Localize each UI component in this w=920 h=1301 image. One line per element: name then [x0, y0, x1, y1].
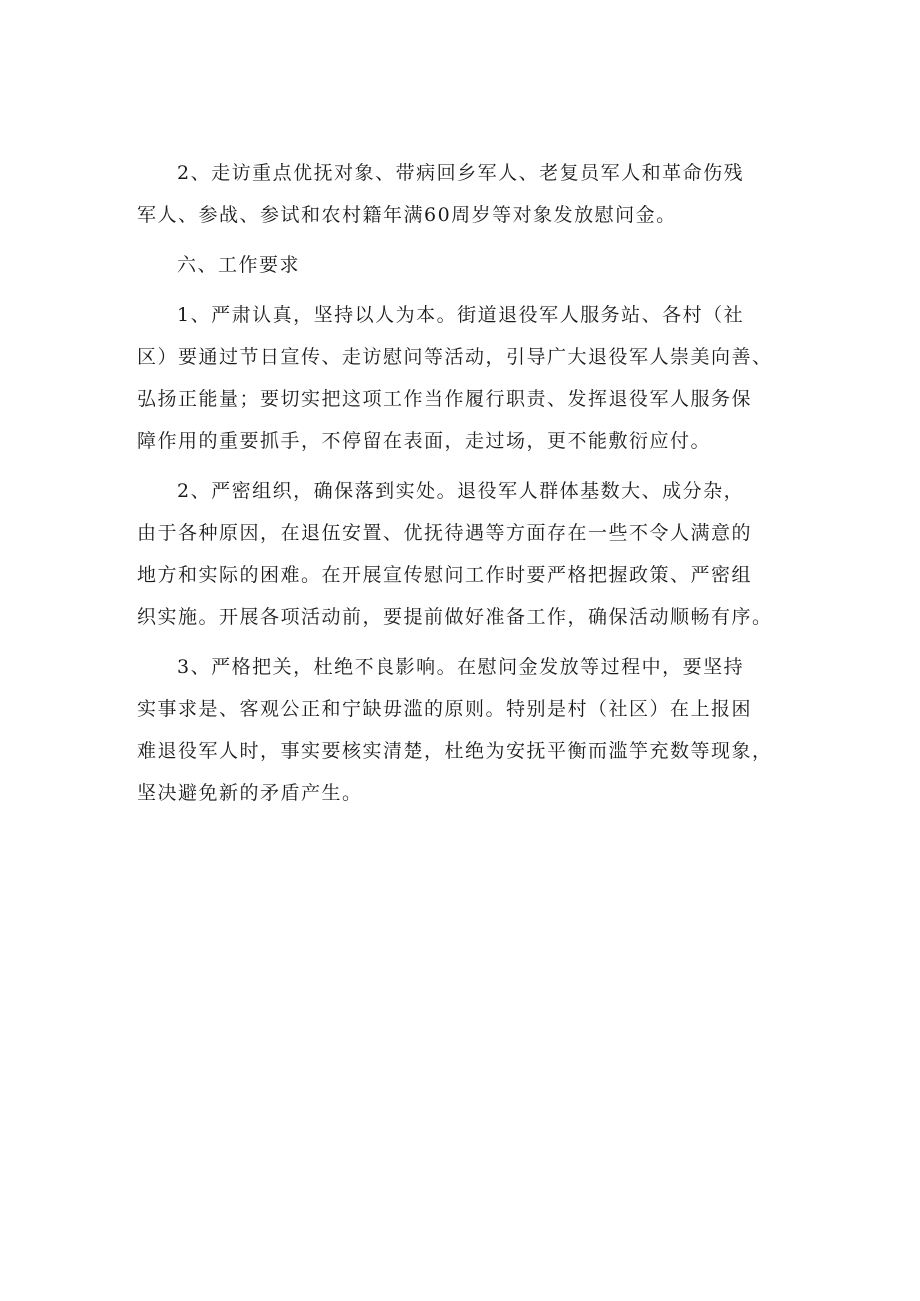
text-line: 坚决避免新的矛盾产生。 [137, 782, 363, 804]
document-body [137, 152, 801, 814]
text-line: 障作用的重要抓手，不停留在表面，走过场，更不能敷衍应付。 [137, 430, 712, 452]
text-line: 难退役军人时，事实要核实清楚，杜绝为安抚平衡而滥竽充数等现象， [137, 740, 773, 762]
text-line: 织实施。开展各项活动前，要提前做好准备工作，确保活动顺畅有序。 [137, 606, 773, 628]
text-line: 实事求是、客观公正和宁缺毋滥的原则。特别是村（社区）在上报困 [137, 698, 753, 720]
text-line: 2、严密组织，确保落到实处。退役军人群体基数大、成分杂， [177, 480, 745, 502]
text-line: 区）要通过节日宣传、走访慰问等活动，引导广大退役军人崇美向善、 [137, 346, 773, 368]
section-heading: 六、工作要求 [177, 254, 301, 276]
text-line: 2、走访重点优抚对象、带病回乡军人、老复员军人和革命伤残 [177, 162, 745, 184]
paragraph-requirement-2 [137, 470, 801, 638]
text-line: 1、严肃认真，坚持以人为本。街道退役军人服务站、各村（社 [177, 304, 745, 326]
text-line: 弘扬正能量；要切实把这项工作当作履行职责、发挥退役军人服务保 [137, 388, 753, 410]
text-line: 地方和实际的困难。在开展宣传慰问工作时要严格把握政策、严密组 [137, 564, 753, 586]
text-line: 由于各种原因，在退伍安置、优抚待遇等方面存在一些不令人满意的 [137, 522, 753, 544]
paragraph-visit-item [137, 152, 801, 236]
text-line: 3、严格把关，杜绝不良影响。在慰问金发放等过程中，要坚持 [177, 656, 745, 678]
text-line: 军人、参战、参试和农村籍年满60周岁等对象发放慰问金。 [137, 204, 677, 226]
paragraph-requirement-3 [137, 646, 801, 814]
paragraph-requirement-1 [137, 294, 801, 462]
